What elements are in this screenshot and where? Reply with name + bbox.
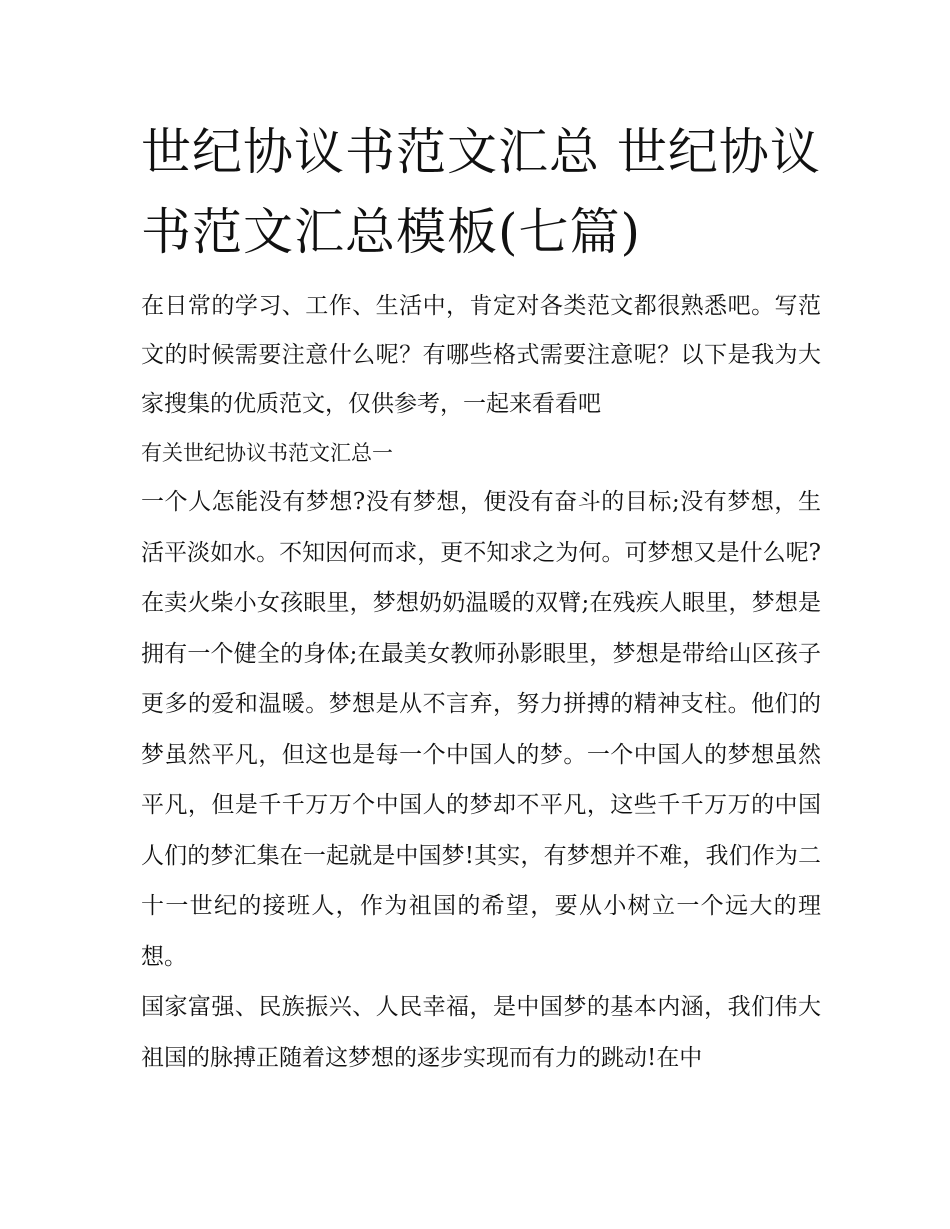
section-heading: 有关世纪协议书范文汇总一: [141, 441, 393, 465]
body-paragraph-1: 一个人怎能没有梦想?没有梦想，便没有奋斗的目标;没有梦想，生活平淡如水。不知因何而求，更不知求之为何。可梦想又是什么呢?在卖火柴小女孩眼里，梦想奶奶温暖的双臂;在残疾人眼里，梦想是拥有一个健全的身体;在最美女教师孙影眼里，梦想是带给山区孩子更多的爱和温暖。梦想是从不言弃，努力拼搏的精神支柱。他们的梦虽然平凡，但这也是每一个中国人的梦。一个中国人的梦想虽然平凡，但是千千万万个中国人的梦却不平凡，这些千千万万的中国人们的梦汇集在一起就是中国梦!其实，有梦想并不难，我们作为二十一世纪的接班人，作为祖国的希望，要从小树立一个远大的理想。: [141, 489, 821, 970]
document-title: 世纪协议书范文汇总 世纪协议书范文汇总模板(七篇): [141, 123, 821, 261]
document-content: [141, 112, 821, 1083]
intro-paragraph: 在日常的学习、工作、生活中，肯定对各类范文都很熟悉吧。写范文的时候需要注意什么呢？有哪些格式需要注意呢？以下是我为大家搜集的优质范文，仅供参考，一起来看看吧: [141, 293, 821, 417]
body-paragraph-2: 国家富强、民族振兴、人民幸福，是中国梦的基本内涵，我们伟大祖国的脉搏正随着这梦想的逐步实现而有力的跳动!在中: [141, 994, 821, 1071]
